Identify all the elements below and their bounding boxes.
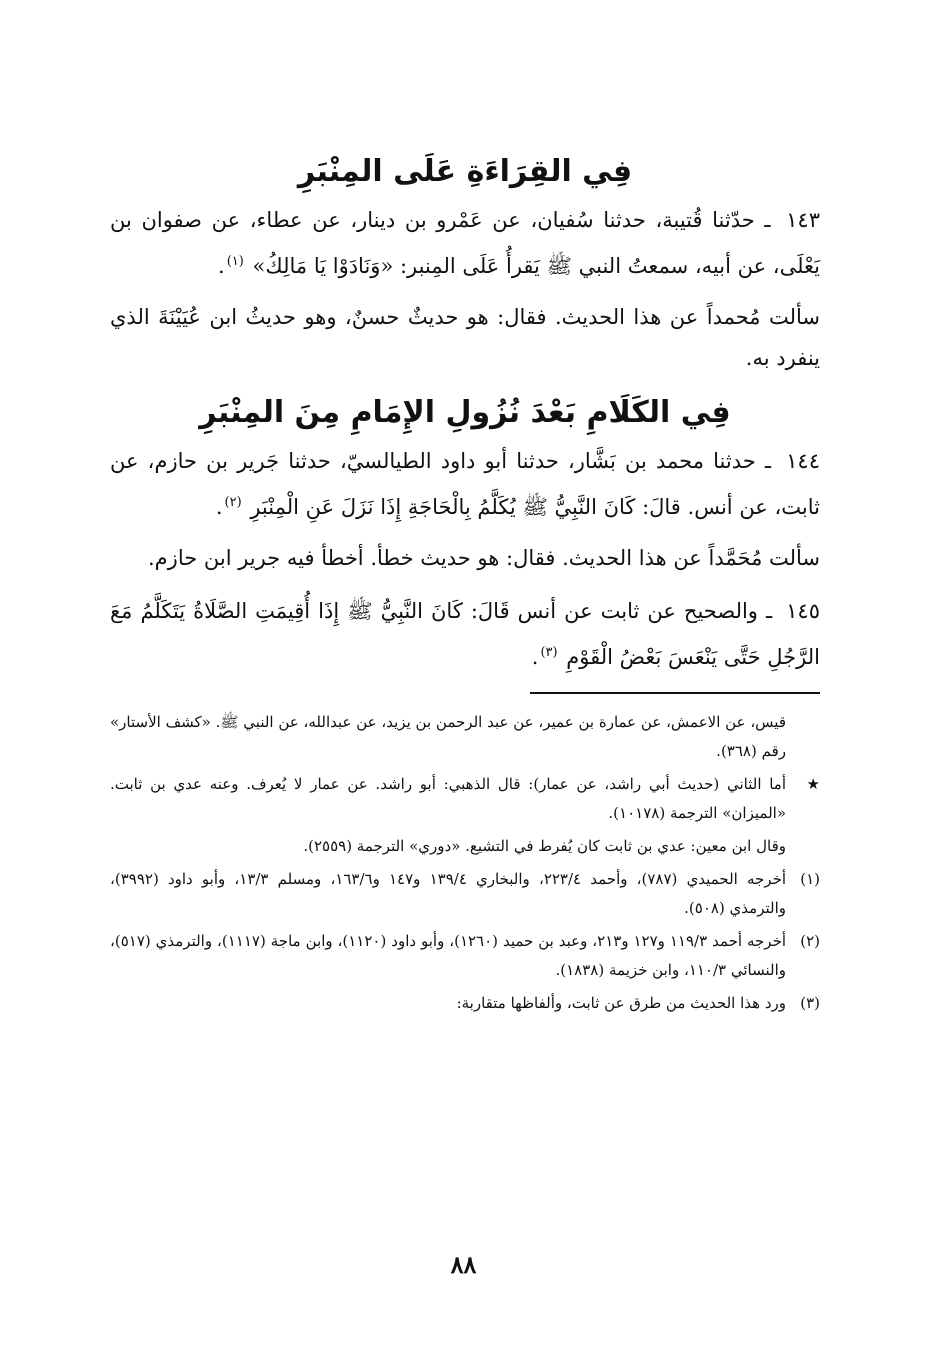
full-stop: .: [531, 645, 539, 669]
hadith-text: ـ حدثنا محمد بن بَشَّار، حدثنا أبو داود الطيالسيّ، حدثنا جَرير بن حازم، عن ثابت، عن أنس. قالَ: كَانَ النَّبِيُّ ﷺ يُكَلَّمُ بِالْحَاجَةِ إِذَا نَزَلَ عَنِ الْمِنْبَرِ: [110, 449, 820, 519]
footnotes: [110, 708, 820, 1018]
page-body: [110, 150, 820, 1022]
footnote-marker: (١): [800, 870, 820, 888]
footnote-marker: (٣): [800, 994, 820, 1012]
footnote-star-continuation: وقال ابن معين: عدي بن ثابت كان يُفرط في التشيع. «دوري» الترجمة (٢٥٥٩).: [303, 837, 786, 855]
hadith-text: ـ والصحيح عن ثابت عن أنس قَالَ: كَانَ النَّبِيُّ ﷺ إِذَا أُقِيمَتِ الصَّلَاةُ يَتَكَلَّمُ مَعَ الرَّجُلِ حَتَّى يَنْعَسَ بَعْضُ الْقَوْمِ: [110, 599, 820, 669]
footnote-text: أخرجه أحمد ١١٩/٣ و١٢٧ و٢١٣، وعبد بن حميد (١٢٦٠)، وأبو داود (١١٢٠)، وابن ماجة (١١١٧)، والترمذي (٥١٧)، والنسائي ١١٠/٣، وابن خزيمة (١٨٣٨).: [110, 932, 787, 979]
hadith-number: ١٤٥: [786, 599, 820, 623]
footnote-1: [110, 865, 820, 923]
hadith-number: ١٤٤: [786, 449, 820, 473]
footnote-star: [110, 770, 820, 828]
footnote-text: أخرجه الحميدي (٧٨٧)، وأحمد ٢٢٣/٤، والبخاري ١٣٩/٤ و١٤٧ و١٦٣/٦، ومسلم ١٣/٣، وأبو داود (٣٩٩٢)، والترمذي (٥٠٨).: [110, 870, 787, 917]
footnote-ref[interactable]: (٣): [540, 645, 558, 660]
chapter-heading-reading-on-minbar: فِي القِرَاءَةِ عَلَى المِنْبَرِ: [297, 154, 633, 189]
full-stop: .: [218, 254, 225, 278]
footnote-text: ورد هذا الحديث من طرق عن ثابت، وألفاظها متقاربة:: [456, 994, 786, 1012]
hadith-145: [110, 591, 820, 678]
footnote-2: [110, 927, 820, 985]
footnote-separator: [530, 692, 820, 694]
footnote-ref[interactable]: (٢): [224, 495, 242, 510]
author-comment-143: سألت مُحمداً عن هذا الحديث. فقال: هو حديثٌ حسنٌ، وهو حديثُ ابن عُيَيْنَةَ الذي ينفرد به.: [110, 305, 820, 370]
hadith-143: [110, 200, 820, 287]
hadith-text: ـ حدّثنا قُتيبة، حدثنا سُفيان، عن عَمْرو بن دينار، عن عطاء، عن صفوان بن يَعْلَى، عن أبيه، سمعتُ النبي ﷺ يَقرأُ عَلَى المِنبر: «وَنَادَوْا يَا مَالِكُ»: [110, 208, 820, 278]
footnote-continuation: قيس، عن الاعمش، عن عمارة بن عمير، عن عبد الرحمن بن يزيد، عن عبدالله، عن النبي ﷺ. «كشف الأستار» رقم (٣٦٨).: [110, 713, 786, 760]
chapter-heading-speech-after-descending: فِي الكَلَامِ بَعْدَ نُزُولِ الإِمَامِ مِنَ المِنْبَرِ: [199, 395, 731, 430]
full-stop: .: [215, 495, 223, 519]
page-number: ٨٨: [450, 1250, 477, 1279]
footnote-3: [110, 989, 820, 1018]
footnote-text: أما الثاني (حديث أبي راشد، عن عمار): قال الذهبي: أبو راشد. عن عمار لا يُعرف. وعنه عدي بن ثابت. «الميزان» الترجمة (١٠١٧٨).: [110, 775, 786, 822]
footnote-ref[interactable]: (١): [226, 254, 244, 269]
footnote-marker: (٢): [800, 932, 820, 950]
author-comment-144: سألت مُحَمَّداً عن هذا الحديث. فقال: هو حديث خطأ. أخطأ فيه جرير ابن حازم.: [148, 546, 820, 570]
star-icon: ★: [806, 775, 820, 793]
hadith-144: [110, 441, 820, 528]
hadith-number: ١٤٣: [786, 208, 820, 232]
